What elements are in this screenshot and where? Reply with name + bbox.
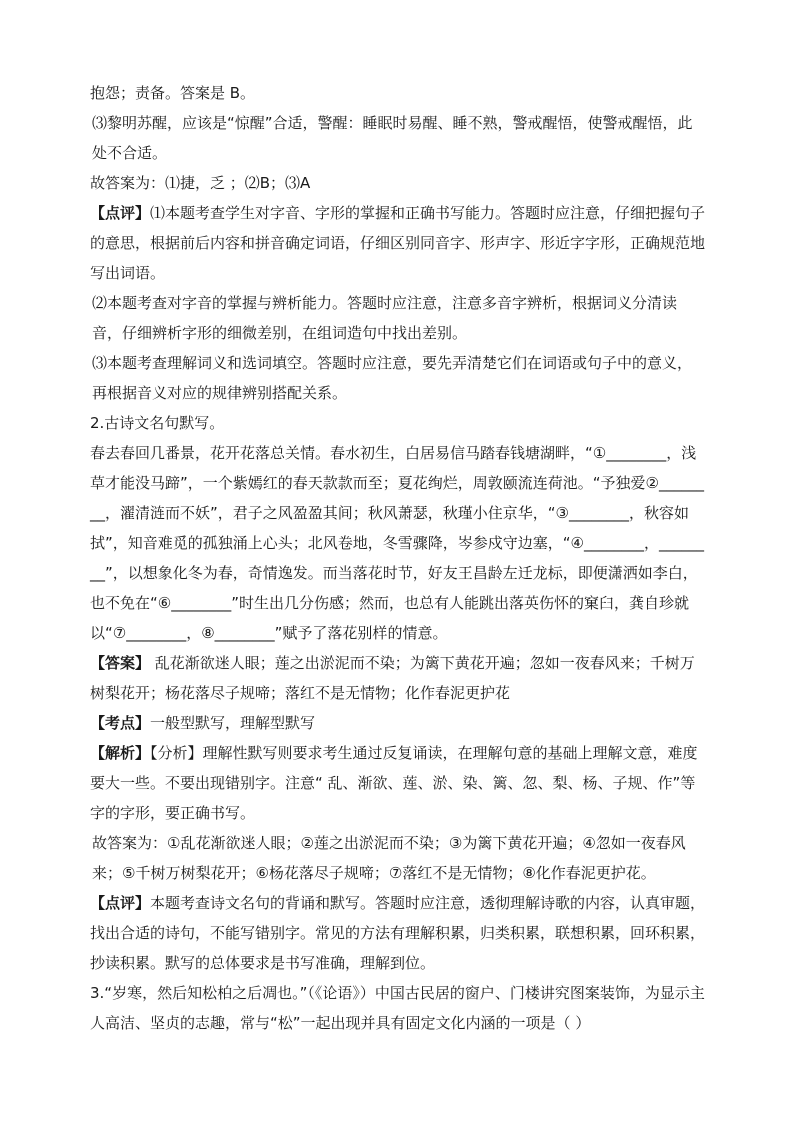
paragraph-analysis	[90, 738, 706, 828]
paragraph-explanation-3: ⑶黎明苏醒，应该是“惊醒”合适，警醒：睡眠时易醒、睡不熟，警戒醒悟，使警戒醒悟，此处不合适。	[92, 114, 693, 162]
analysis-text: 【分析】理解性默写则要求考生通过反复诵读，在理解句意的基础上理解文意，难度要大一些。不要出现错别字。注意“ 乱、渐欲、莲、淤、染、篱、忽、梨、杨、子规、作”等字的字形，要正确书写。	[90, 744, 698, 822]
comment-label: 【点评】	[90, 204, 151, 222]
question-2-passage: 春去春回几番景，花开花落总关情。春水初生，白居易信马踏春钱塘湖畔，“①________，浅草才能没马蹄”，一个紫嫣红的春天款款而至；夏花绚烂，周敦颐流连荷池。“予独爱②________，濯清涟而不妖”，君子之风盈盈其间；秋风萧瑟，秋瑾小住京华，“③________，秋容如拭”，知音难觅的孤独涌上心头；北风卷地，冬雪骤降，岑参戍守边塞，“④________，________”，以想象化冬为春，奇情逸发。而当落花时节，好友王昌龄左迁龙标，即便潇洒如李白，也不免在“⑥________”时生出几分伤感；然而，也总有人能跳出落英伤怀的窠臼，龚自珍就以“⑦________，⑧________”赋予了落花别样的情意。	[90, 444, 704, 642]
paragraph-answer-list: 故答案为：①乱花渐欲迷人眼；②莲之出淤泥而不染；③为篱下黄花开遍；④忽如一夜春风来；⑤千树万树梨花开；⑥杨花落尽子规啼；⑦落红不是无情物；⑧化作春泥更护花。	[92, 834, 686, 882]
question-3: 3.“岁寒，然后知松柏之后凋也。”（《论语》）中国古民居的窗户、门楼讲究图案装饰，为显示主人高洁、坚贞的志趣，常与“松”一起出现并具有固定文化内涵的一项是（ ）	[90, 984, 705, 1032]
document-body	[90, 78, 706, 1038]
knowledge-label: 【考点】	[90, 714, 151, 732]
answer-label: 【答案】	[90, 654, 151, 672]
knowledge-text: 一般型默写，理解型默写	[150, 714, 316, 732]
analysis-label: 【解析】	[90, 744, 151, 762]
comment-label-2: 【点评】	[90, 894, 151, 912]
paragraph-answer	[90, 648, 706, 708]
answer-text: 乱花渐欲迷人眼；莲之出淤泥而不染；为篱下黄花开遍；忽如一夜春风来；千树万树梨花开；杨花落尽子规啼；落红不是无情物；化作春泥更护花	[90, 654, 695, 702]
paragraph-knowledge-point	[90, 708, 706, 738]
question-2-title: 2.古诗文名句默写。	[90, 414, 225, 432]
paragraph-comment-3: ⑶本题考查理解词义和选词填空。答题时应注意，要先弄清楚它们在词语或句子中的意义，再根据音义对应的规律辨别搭配关系。	[92, 354, 693, 402]
paragraph-comment-2: ⑵本题考查对字音的掌握与辨析能力。答题时应注意，注意多音字辨析，根据词义分清读音，仔细辨析字形的细微差别，在组词造句中找出差别。	[92, 294, 678, 342]
paragraph-answer-summary: 故答案为：⑴捷，乏 ；⑵B；⑶A	[90, 174, 311, 192]
paragraph-answer-tail: 抱怨；责备。答案是 B。	[90, 84, 256, 102]
paragraph-comment	[90, 888, 706, 978]
comment-text-2: 本题考查诗文名句的背诵和默写。答题时应注意，透彻理解诗歌的内容，认真审题，找出合适的诗句，不能写错别字。常见的方法有理解积累，归类积累，联想积累，回环积累，抄读积累。默写的总体要求是书写准确，理解到位。	[90, 894, 706, 972]
paragraph-comment-1	[90, 198, 706, 288]
comment-text: ⑴本题考查学生对字音、字形的掌握和正确书写能力。答题时应注意，仔细把握句子的意思，根据前后内容和拼音确定词语，仔细区别同音字、形声字、形近字字形，正确规范地写出词语。	[90, 204, 706, 282]
